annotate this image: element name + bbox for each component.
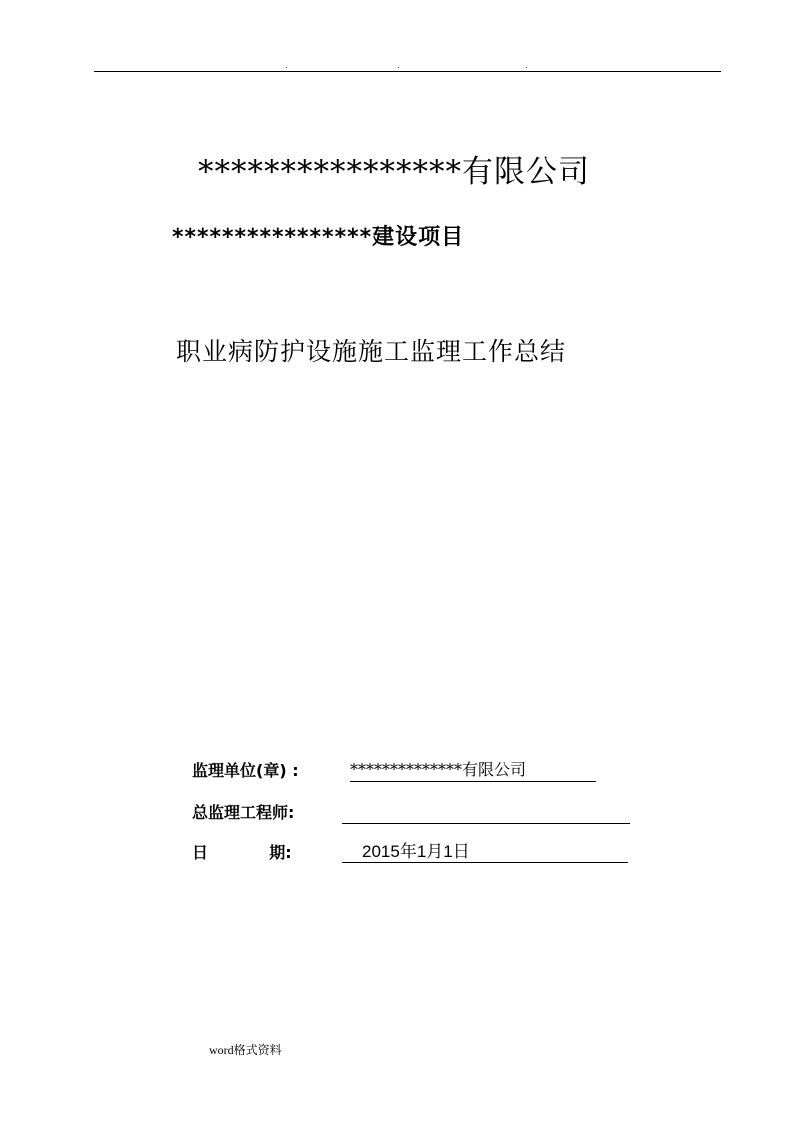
company-title: ****************有限公司 [198, 154, 590, 190]
header-mark: . [397, 61, 400, 70]
supervision-unit-label: 监理单位(章) : [192, 761, 299, 780]
supervision-unit-value: **************有限公司 [350, 759, 596, 782]
chief-engineer-label: 总监理工程师: [192, 803, 295, 822]
header-mark: . [525, 61, 528, 70]
date-label: 日 期: [192, 843, 292, 862]
header-rule [94, 71, 721, 72]
document-title: 职业病防护设施施工监理工作总结 [176, 337, 567, 366]
project-title: ****************建设项目 [172, 225, 465, 250]
footer-note: word格式资料 [209, 1043, 282, 1057]
chief-engineer-signature-line [342, 801, 630, 824]
header-mark: . [285, 61, 288, 70]
date-value: 2015年1月1日 [342, 841, 628, 863]
